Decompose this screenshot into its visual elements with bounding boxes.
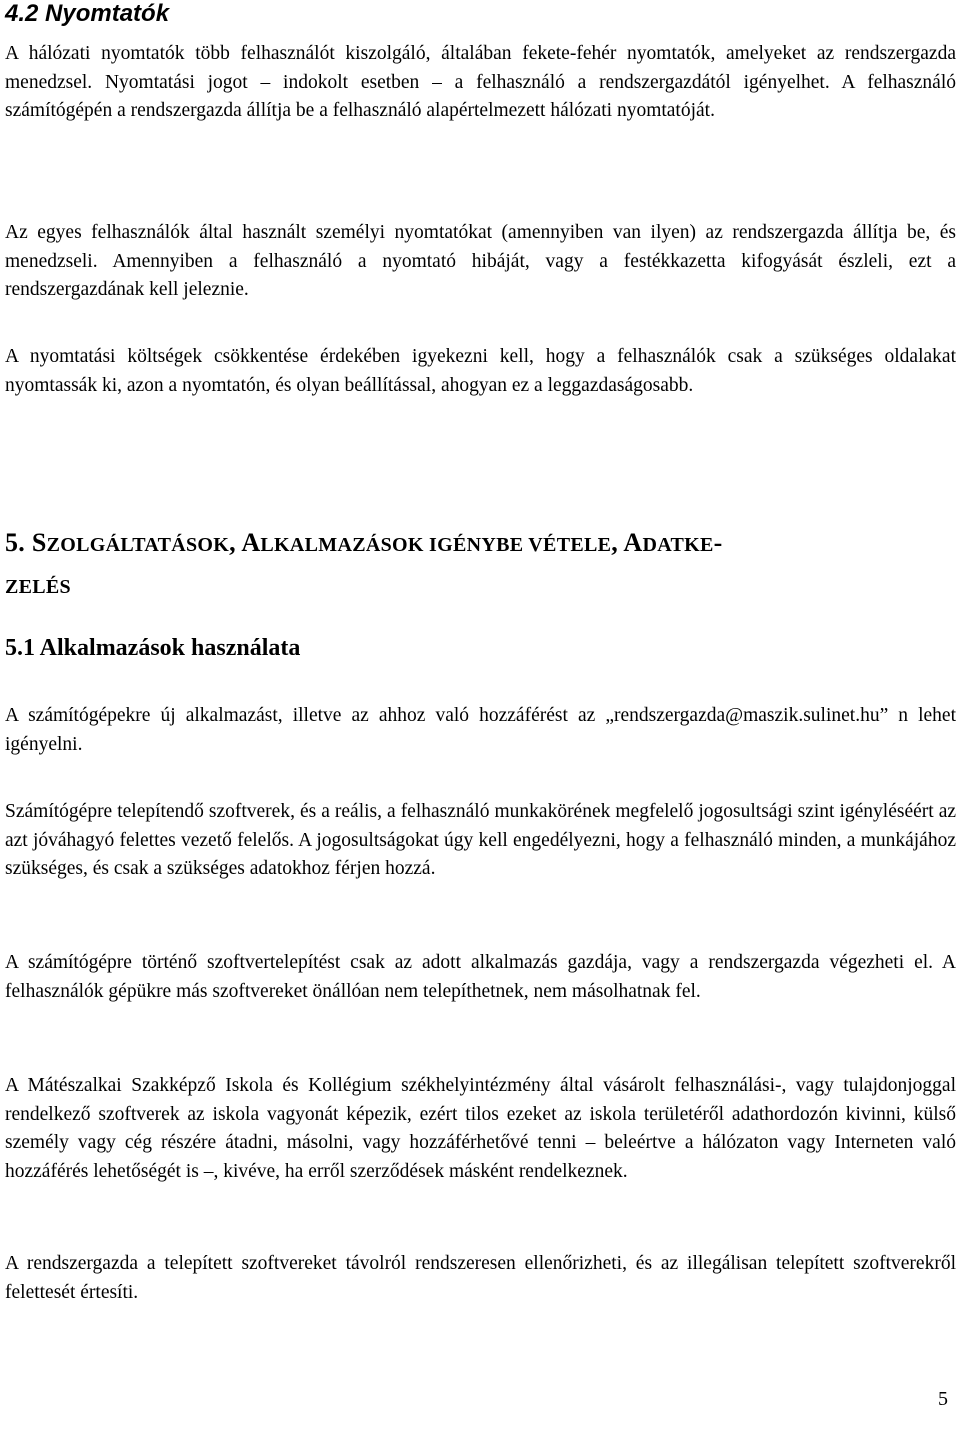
chapter-heading-part: , A [229,528,261,557]
paragraph-personal-printers: Az egyes felhasználók által használt személyi nyomtatókat (amennyiben van ilyen) az rendszergazda állítja be, és menedzseli. Amennyiben a felhasználó a nyomtató hibáját, vagy a festékkazetta kifogyását észleli, ezt a rendszergazdának kell jeleznie. [5,222,956,301]
chapter-heading-part: - [713,528,723,557]
page-number: 5 [938,1388,948,1410]
paragraph-remote-monitoring: A rendszergazda a telepített szoftvereket távolról rendszeresen ellenőrizheti, és az illegálisan telepített szoftverekről felettesét értesíti. [5,1253,956,1303]
chapter-heading-part: LKALMAZÁSOK IGÉNYBE VÉTELE [260,534,612,556]
chapter-heading-part: ZELÉS [5,576,71,598]
chapter-heading-part: , A [611,528,643,557]
section-heading-4-2: 4.2 Nyomtatók [5,0,170,27]
paragraph-network-printers: A hálózati nyomtatók több felhasználót kiszolgáló, általában fekete-fehér nyomtatók, amelyeket az rendszergazda menedzsel. Nyomtatási jogot – indokolt esetben – a felhasználó a rendszergazdától igényelhet. A felhasználó számítógépén a rendszergazda állítja be a felhasználó alapértelmezett hálózati nyomtatóját. [5,43,956,122]
paragraph-printing-costs: A nyomtatási költségek csökkentése érdekében igyekezni kell, hogy a felhasználók csak a szükséges oldalakat nyomtassák ki, azon a nyomtatón, és olyan beállítással, ahogyan ez a leggazdaságosabb. [5,346,956,396]
chapter-heading-part: 5. S [5,528,47,557]
chapter-heading-part: DATKE [642,534,714,556]
paragraph-software-permissions: Számítógépre telepítendő szoftverek, és a reális, a felhasználó munkakörének megfelelő jogosultsági szint igényléséért az azt jóváhagyó felettes vezető felelős. A jogosultságokat úgy kell engedélyezni, hogy a felhasználó minden, a munkájához szükséges, és csak a szükséges adatokhoz férjen hozzá. [5,801,956,880]
paragraph-new-application-request: A számítógépekre új alkalmazást, illetve az ahhoz való hozzáférést az „rendszergazda@maszik.sulinet.hu” n lehet igényelni. [5,705,956,755]
paragraph-software-installation: A számítógépre történő szoftvertelepítést csak az adott alkalmazás gazdája, vagy a rendszergazda végezheti el. A felhasználók gépükre más szoftvereket önállóan nem telepíthetnek, nem másolhatnak fel. [5,952,956,1002]
chapter-heading-5 [5,523,956,607]
chapter-heading-part: ZOLGÁLTATÁSOK [46,534,230,556]
section-heading-5-1: 5.1 Alkalmazások használata [5,635,301,661]
paragraph-software-ownership: A Mátészalkai Szakképző Iskola és Kollégium székhelyintézmény által vásárolt felhasználási-, vagy tulajdonjoggal rendelkező szoftverek az iskola vagyonát képezik, ezért tilos ezeket az iskola területéről adathordozón kivinni, külső személy vagy cég részére átadni, másolni, vagy hozzáférhetővé tenni – beleértve a hálózaton vagy Interneten való hozzáférés lehetőségét is –, kivéve, ha erről szerződések másként rendelkeznek. [5,1075,956,1182]
